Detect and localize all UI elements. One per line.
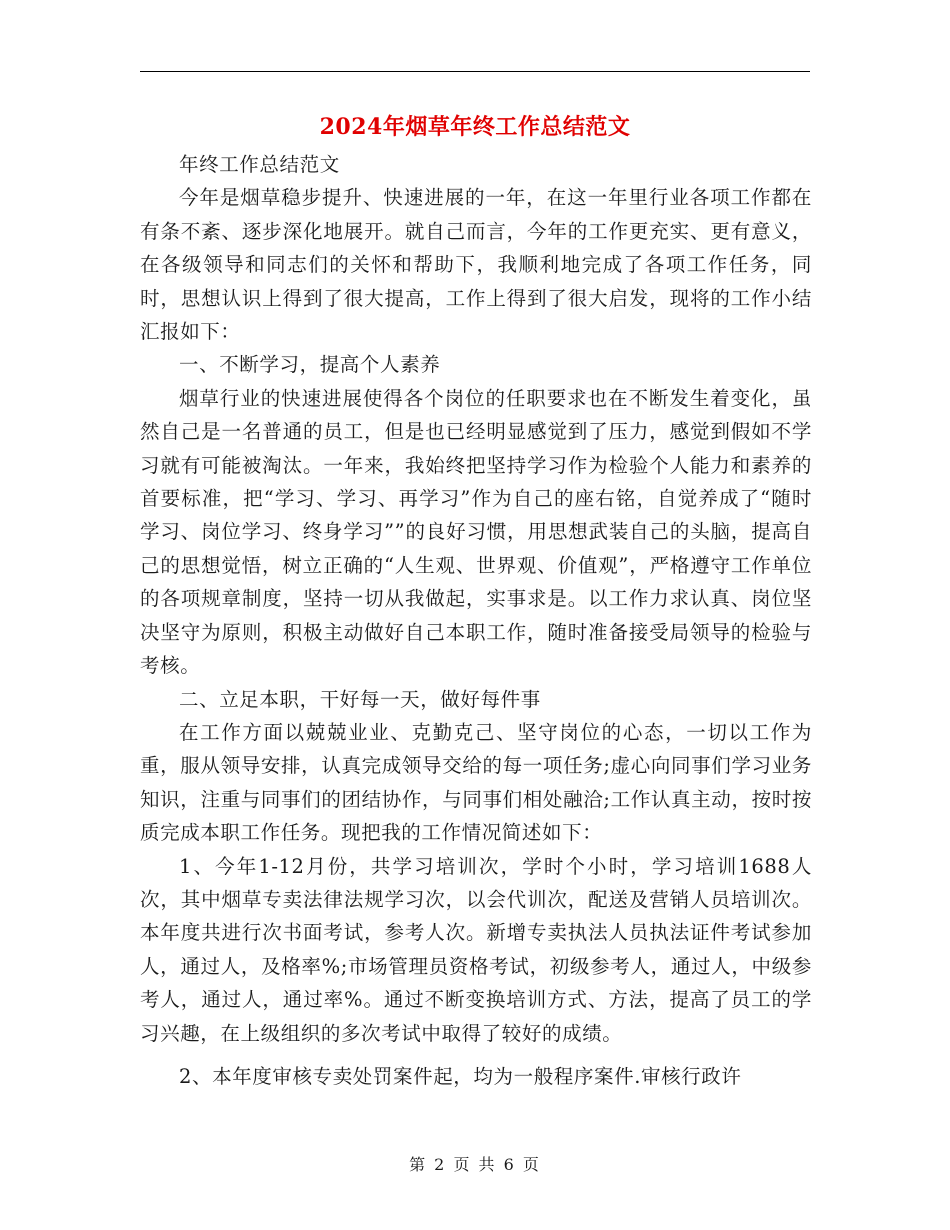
item-2-paragraph: 2、本年度审核专卖处罚案件起，均为一般程序案件.审核行政许	[179, 1064, 742, 1088]
document-title: 2024年烟草年终工作总结范文	[319, 114, 631, 140]
page-number: 第 2 页 共 6 页	[409, 1155, 541, 1174]
section-1-paragraph: 烟草行业的快速进展使得各个岗位的任职要求也在不断发生着变化，虽然自己是一名普通的员工，但是也已经明显感觉到了压力，感觉到假如不学习就有可能被淘汰。一年来，我始终把坚持学习作为检验个人能力和素养的首要标准，把“学习、学习、再学习”作为自己的座右铭，自觉养成了“随时学习、岗位学习、终身学习””的良好习惯，用思想武装自己的头脑，提高自己的思想觉悟，树立正确的“人生观、世界观、价值观”，严格遵守工作单位的各项规章制度，坚持一切从我做起，实事求是。以工作力求认真、岗位坚决坚守为原则，积极主动做好自己本职工作，随时准备接受局领导的检验与考核。	[140, 386, 812, 678]
item-1-paragraph: 1、今年1-12月份，共学习培训次，学时个小时，学习培训1688人次，其中烟草专卖法律法规学习次，以会代训次，配送及营销人员培训次。本年度共进行次书面考试，参考人次。新增专卖执法人员执法证件考试参加人，通过人，及格率%;市场管理员资格考试，初级参考人，通过人，中级参考人，通过人，通过率%。通过不断变换培训方式、方法，提高了员工的学习兴趣，在上级组织的多次考试中取得了较好的成绩。	[140, 854, 812, 1045]
header-rule	[140, 71, 810, 72]
document-body	[140, 148, 812, 1093]
intro-paragraph: 今年是烟草稳步提升、快速进展的一年，在这一年里行业各项工作都在有条不紊、逐步深化地展开。就自己而言，今年的工作更充实、更有意义，在各级领导和同志们的关怀和帮助下，我顺利地完成了各项工作任务，同时，思想认识上得到了很大提高，工作上得到了很大启发，现将的工作小结汇报如下：	[140, 186, 812, 344]
section-heading-1: 一、不断学习，提高个人素养	[179, 353, 441, 377]
subtitle-paragraph: 年终工作总结范文	[179, 153, 340, 176]
section-heading-2: 二、立足本职，干好每一天，做好每件事	[179, 687, 541, 711]
section-2-paragraph: 在工作方面以兢兢业业、克勤克己、坚守岗位的心态，一切以工作为重，服从领导安排，认真完成领导交给的每一项任务;虚心向同事们学习业务知识，注重与同事们的团结协作，与同事们相处融洽;工作认真主动，按时按质完成本职工作任务。现把我的工作情况简述如下：	[140, 720, 812, 845]
